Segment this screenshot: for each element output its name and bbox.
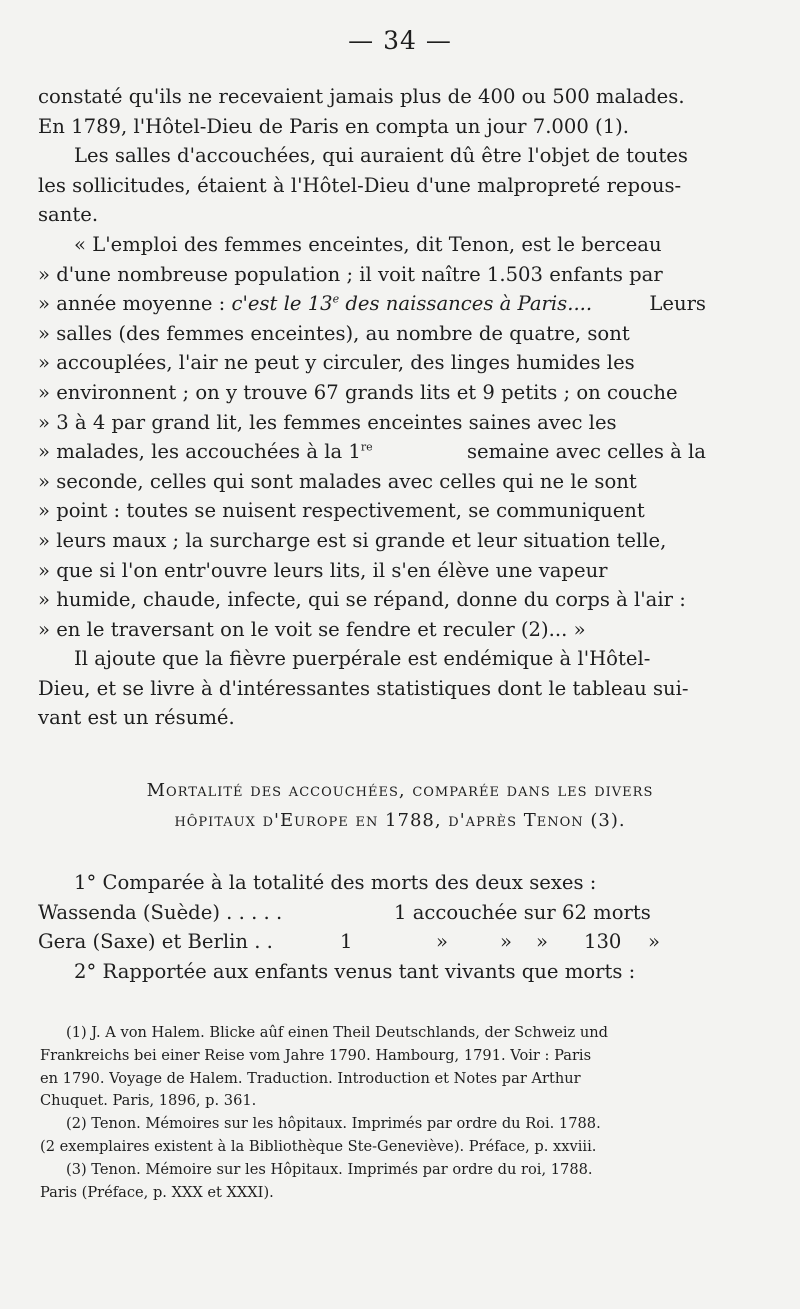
- statistics-list: [38, 868, 706, 986]
- quote-line: » point : toutes se nuisent respectivement, se communiquent: [38, 499, 645, 523]
- row-place: Gera (Saxe) et Berlin . .: [38, 930, 273, 954]
- table-row: [38, 927, 706, 957]
- quote-line: » que si l'on entr'ouvre leurs lits, il s'en élève une vapeur: [38, 558, 608, 582]
- quote-line: [38, 437, 706, 467]
- heading-text: hôpitaux d'Europe en 1788, d'après Tenon (3).: [174, 810, 626, 831]
- quote-text: semaine avec celles à la: [460, 440, 706, 464]
- italic-text: des naissances à Paris....: [339, 292, 593, 316]
- quote-text: [38, 437, 373, 467]
- section-title: [38, 868, 706, 898]
- table-heading-line-1: [0, 780, 800, 801]
- text-line: Les salles d'accouchées, qui auraient dû être l'objet de toutes: [74, 144, 688, 168]
- footnote-line: Paris (Préface, p. XXX et XXXI).: [40, 1183, 274, 1201]
- text-line: constaté qu'ils ne recevaient jamais plus de 400 ou 500 malades.: [38, 85, 685, 108]
- superscript: re: [360, 440, 373, 454]
- italic-text: c'est le 13: [231, 292, 333, 316]
- row-value: 62 morts: [562, 900, 651, 924]
- ditto-mark: »: [536, 930, 548, 954]
- table-heading-line-2: [0, 810, 800, 831]
- text-line: les sollicitudes, étaient à l'Hôtel-Dieu d'une malpropreté repous-: [38, 173, 682, 197]
- row-place: Wassenda (Suède) . . . . .: [38, 900, 283, 924]
- quote-line: [38, 289, 706, 319]
- row-count: 1: [340, 930, 353, 954]
- footnote-line: (2) Tenon. Mémoires sur les hôpitaux. Imprimés par ordre du Roi. 1788.: [66, 1115, 601, 1133]
- ditto-mark: »: [436, 930, 448, 954]
- footnotes: [40, 1022, 708, 1204]
- heading-text: Mortalité des accouchées, comparée dans les divers: [146, 780, 654, 801]
- ditto-mark: »: [500, 930, 512, 954]
- section-title-text: 1° Comparée à la totalité des morts des deux sexes :: [74, 871, 597, 894]
- text-line: Il ajoute que la fièvre puerpérale est endémique à l'Hôtel-: [74, 647, 651, 671]
- superscript: e: [332, 292, 340, 306]
- quote-line: » leurs maux ; la surcharge est si grande et leur situation telle,: [38, 528, 667, 552]
- section-title: [38, 957, 706, 987]
- footnote-line: (2 exemplaires existent à la Bibliothèque Ste-Geneviève). Préface, p. xxviii.: [40, 1137, 597, 1155]
- quote-line: » humide, chaude, infecte, qui se répand, donne du corps à l'air :: [38, 588, 686, 612]
- text-line: vant est un résumé.: [38, 706, 235, 730]
- text-line: sante.: [38, 203, 99, 227]
- row-count: 1 accouchée sur: [394, 900, 556, 924]
- quote-line: » en le traversant on le voit se fendre et reculer (2)... »: [38, 617, 586, 641]
- quote-italic: [232, 289, 593, 319]
- text-line: En 1789, l'Hôtel-Dieu de Paris en compta un jour 7.000 (1).: [38, 114, 630, 138]
- quote-line: » environnent ; on y trouve 67 grands lits et 9 petits ; on couche: [38, 380, 678, 404]
- quote-line: « L'emploi des femmes enceintes, dit Tenon, est le berceau: [74, 232, 662, 256]
- quote-text: Leurs: [643, 292, 706, 316]
- quote-line: » seconde, celles qui sont malades avec celles qui ne le sont: [38, 469, 637, 493]
- table-row: [38, 898, 706, 928]
- footnote-line: (1) J. A von Halem. Blicke aûf einen Theil Deutschlands, der Schweiz und: [66, 1024, 608, 1041]
- row-value: 130: [584, 930, 622, 954]
- footnote-line: Frankreichs bei einer Reise vom Jahre 1790. Hambourg, 1791. Voir : Paris: [40, 1046, 592, 1064]
- page-number: — 34 —: [348, 26, 452, 55]
- text-line: Dieu, et se livre à d'intéressantes statistiques dont le tableau sui-: [38, 676, 689, 700]
- quote-line: » 3 à 4 par grand lit, les femmes enceintes saines avec les: [38, 410, 617, 434]
- footnote-line: en 1790. Voyage de Halem. Traduction. Introduction et Notes par Arthur: [40, 1069, 581, 1087]
- footnote-line: (3) Tenon. Mémoire sur les Hôpitaux. Imprimés par ordre du roi, 1788.: [66, 1160, 593, 1178]
- quote-line: » accouplées, l'air ne peut y circuler, des linges humides les: [38, 351, 635, 375]
- quote-text: » année moyenne :: [38, 292, 232, 316]
- ditto-mark: »: [648, 930, 660, 954]
- quote-line: » d'une nombreuse population ; il voit naître 1.503 enfants par: [38, 262, 663, 286]
- footnote-line: Chuquet. Paris, 1896, p. 361.: [40, 1092, 257, 1110]
- main-text: [38, 82, 706, 733]
- text: » malades, les accouchées à la 1: [38, 440, 361, 464]
- section-title-text: 2° Rapportée aux enfants venus tant vivants que morts :: [74, 959, 636, 983]
- quote-line: » salles (des femmes enceintes), au nombre de quatre, sont: [38, 321, 630, 345]
